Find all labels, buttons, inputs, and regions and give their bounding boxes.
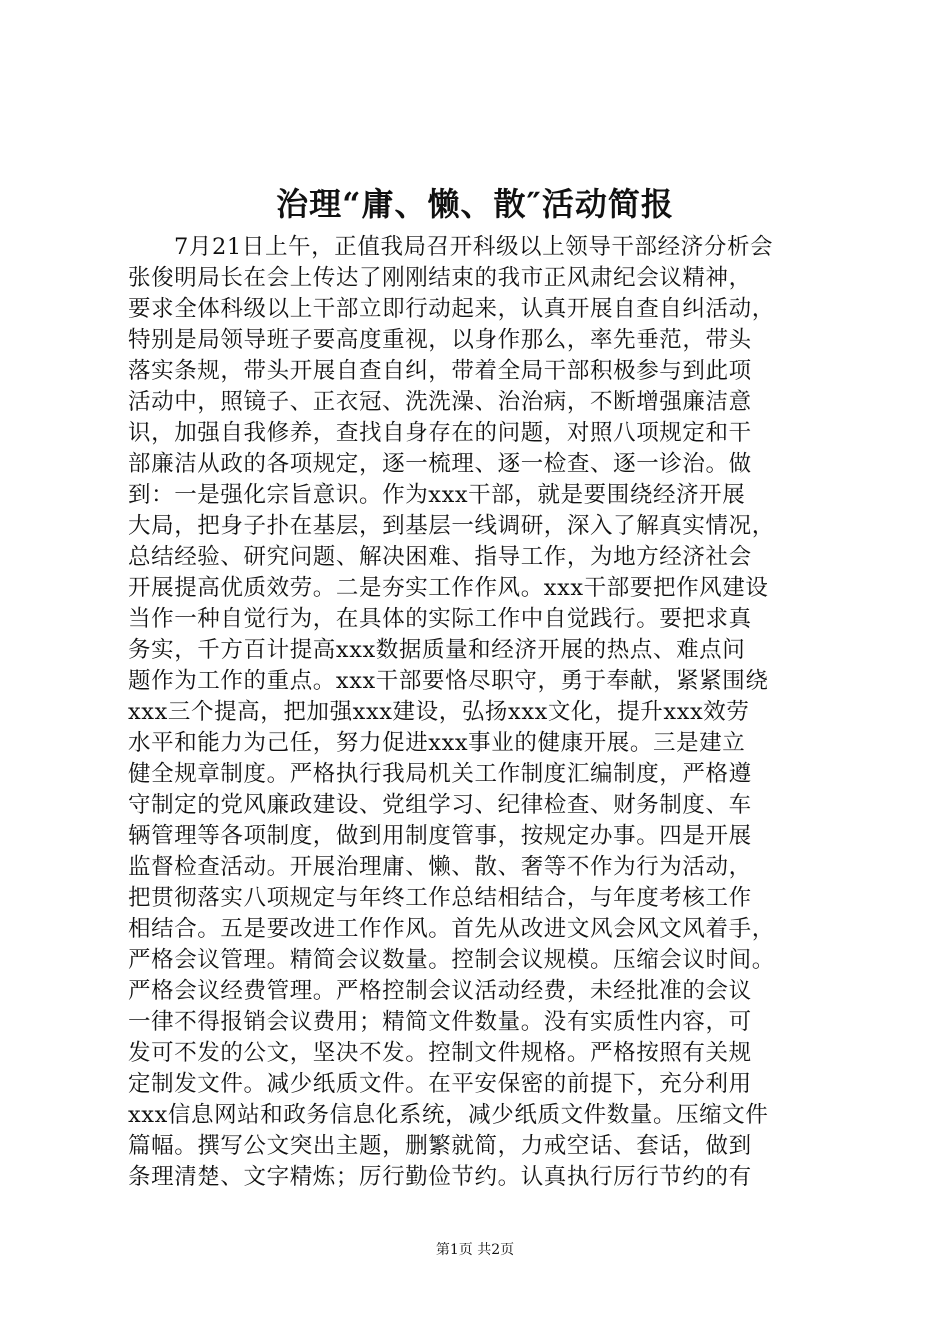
text-line: 务实，千方百计提高xxx数据质量和经济开展的热点、难点问: [128, 637, 746, 663]
text-line: 识，加强自我修养，查找自身存在的问题，对照八项规定和干: [128, 420, 752, 446]
page-footer: 第1页 共2页: [435, 1242, 515, 1258]
text-line: 守制定的党风廉政建设、党组学习、纪律检查、财务制度、车: [128, 792, 752, 818]
text-line: 活动中，照镜子、正衣冠、洗洗澡、治治病，不断增强廉洁意: [128, 389, 752, 415]
text-line: 辆管理等各项制度，做到用制度管事，按规定办事。四是开展: [128, 823, 752, 849]
text-line: 水平和能力为己任，努力促进xxx事业的健康开展。三是建立: [128, 730, 746, 756]
text-line: 监督检查活动。开展治理庸、懒、散、奢等不作为行为活动，: [128, 854, 752, 880]
text-line: 当作一种自觉行为，在具体的实际工作中自觉践行。要把求真: [128, 606, 752, 632]
text-line: 落实条规，带头开展自查自纠，带着全局干部积极参与到此项: [128, 358, 752, 384]
text-line: 一律不得报销会议费用；精简文件数量。没有实质性内容，可: [128, 1009, 752, 1035]
text-line: 到：一是强化宗旨意识。作为xxx干部，就是要围绕经济开展: [128, 482, 746, 508]
page-title: 治理“庸、懒、散″活动简报: [276, 185, 674, 223]
text-line: 发可不发的公文，坚决不发。控制文件规格。严格按照有关规: [128, 1040, 752, 1066]
text-line: 健全规章制度。严格执行我局机关工作制度汇编制度，严格遵: [128, 761, 752, 787]
text-line: 7月21日上午，正值我局召开科级以上领导干部经济分析会: [174, 234, 774, 260]
text-line: 把贯彻落实八项规定与年终工作总结相结合，与年度考核工作: [128, 885, 752, 911]
text-line: 相结合。五是要改进工作作风。首先从改进文风会风文风着手，: [128, 916, 775, 942]
text-line: 特别是局领导班子要高度重视，以身作那么，率先垂范，带头: [128, 327, 752, 353]
text-line: 篇幅。撰写公文突出主题，删繁就简，力戒空话、套话，做到: [128, 1133, 752, 1159]
text-line: 大局，把身子扑在基层，到基层一线调研，深入了解真实情况，: [128, 513, 775, 539]
text-line: 严格会议经费管理。严格控制会议活动经费，未经批准的会议: [128, 978, 752, 1004]
text-line: 张俊明局长在会上传达了刚刚结束的我市正风肃纪会议精神，: [128, 265, 752, 291]
text-line: 总结经验、研究问题、解决困难、指导工作，为地方经济社会: [128, 544, 752, 570]
text-line: 题作为工作的重点。xxx干部要恪尽职守，勇于奉献，紧紧围绕: [128, 668, 769, 694]
text-line: 条理清楚、文字精炼；厉行勤俭节约。认真执行厉行节约的有: [128, 1164, 752, 1190]
text-line: 开展提高优质效劳。二是夯实工作作风。xxx干部要把作风建设: [128, 575, 769, 601]
document-body: [128, 232, 828, 1193]
text-line: xxx信息网站和政务信息化系统，减少纸质文件数量。压缩文件: [128, 1102, 769, 1128]
text-line: 严格会议管理。精简会议数量。控制会议规模。压缩会议时间。: [128, 947, 775, 973]
text-line: 部廉洁从政的各项规定，逐一梳理、逐一检查、逐一诊治。做: [128, 451, 752, 477]
text-line: xxx三个提高，把加强xxx建设，弘扬xxx文化，提升xxx效劳: [128, 699, 750, 725]
text-line: 定制发文件。减少纸质文件。在平安保密的前提下，充分利用: [128, 1071, 752, 1097]
text-line: 要求全体科级以上干部立即行动起来，认真开展自查自纠活动，: [128, 296, 775, 322]
